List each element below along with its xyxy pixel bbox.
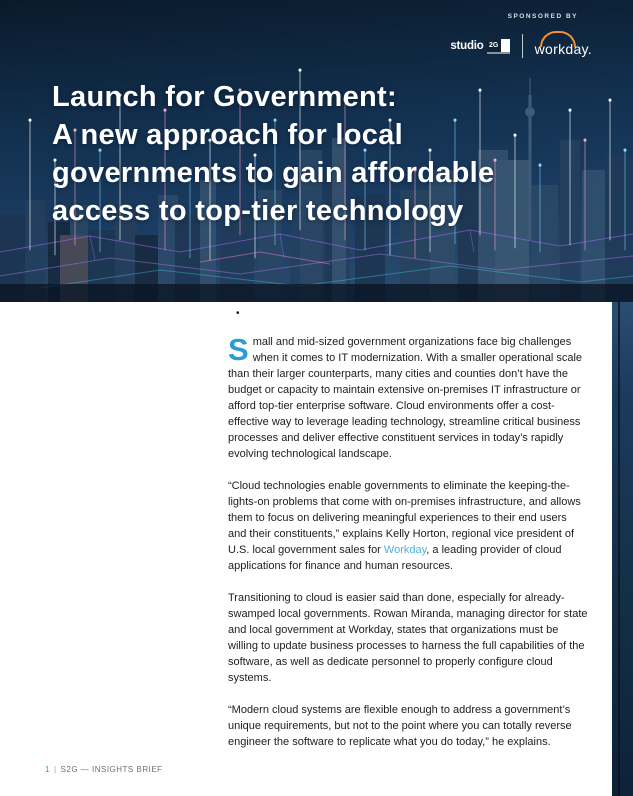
footer-brand: S2G — INSIGHTS BRIEF (60, 765, 163, 774)
paragraph-1: Small and mid-sized government organizations face big challenges when it comes to IT modernization. With a smaller operational scale than their larger counterparts, many cities and counties don’t have the budget or capacity to maintain extensive on-premises IT infrastructure or afford top-tier enterprise software. Cloud environments offer a cost-effective way to leverage leading technology, streamline critical business processes and deliver effective constituent services in today’s rapidly evolving technological landscape. (228, 332, 583, 460)
title-line: access to top-tier technology (52, 195, 464, 227)
paragraph-3: Transitioning to cloud is easier said than done, especially for already-swamped local governments. Rowan Miranda, managing director for state and local government at Workday, states that organizations must be willing to update business processes to harness the full capabilities of the software, as well as dedicate personnel to properly configure cloud systems. (228, 592, 588, 684)
paragraph-2: “Cloud technologies enable governments to eliminate the keeping-the-lights-on problems that come with on-premises infrastructure, and allows them to focus on delivering meaningful experiences to their end users and their constituents,” explains Kelly Horton, regional vice president of U.S. local government sales for Workday, a leading provider of cloud applications for finance and human resources. (228, 480, 581, 572)
article-body (228, 308, 588, 766)
sponsored-by-label: SPONSORED BY (507, 13, 578, 20)
footer-separator: | (53, 765, 57, 774)
workday-link[interactable]: Workday (383, 544, 427, 556)
title-line: governments to gain affordable (52, 157, 495, 189)
page-number: 1 (45, 765, 50, 774)
workday-logo-text: workday. (534, 41, 592, 57)
title-line: Launch for Government: (52, 81, 397, 113)
page-title (52, 78, 494, 230)
page-footer (45, 765, 163, 774)
title-line: A new approach for local (52, 119, 403, 151)
studio-2g-logo (450, 39, 509, 54)
hero-image (0, 0, 633, 302)
workday-logo (535, 33, 592, 59)
hero-edge-strip (612, 302, 633, 796)
drop-cap: S (228, 332, 249, 367)
studio-logo-text: studio (450, 40, 484, 52)
workday-arc-icon (540, 31, 576, 47)
studio-logo-badge: 2G (487, 39, 510, 54)
bullet-point: • (236, 308, 240, 319)
logo-divider (522, 34, 523, 58)
paragraph-4: “Modern cloud systems are flexible enough to address a government’s unique requirements, but not to the point where you can totally reverse engineer the software to replicate what you do today,” he explains. (228, 704, 572, 748)
sponsor-block (450, 13, 592, 59)
